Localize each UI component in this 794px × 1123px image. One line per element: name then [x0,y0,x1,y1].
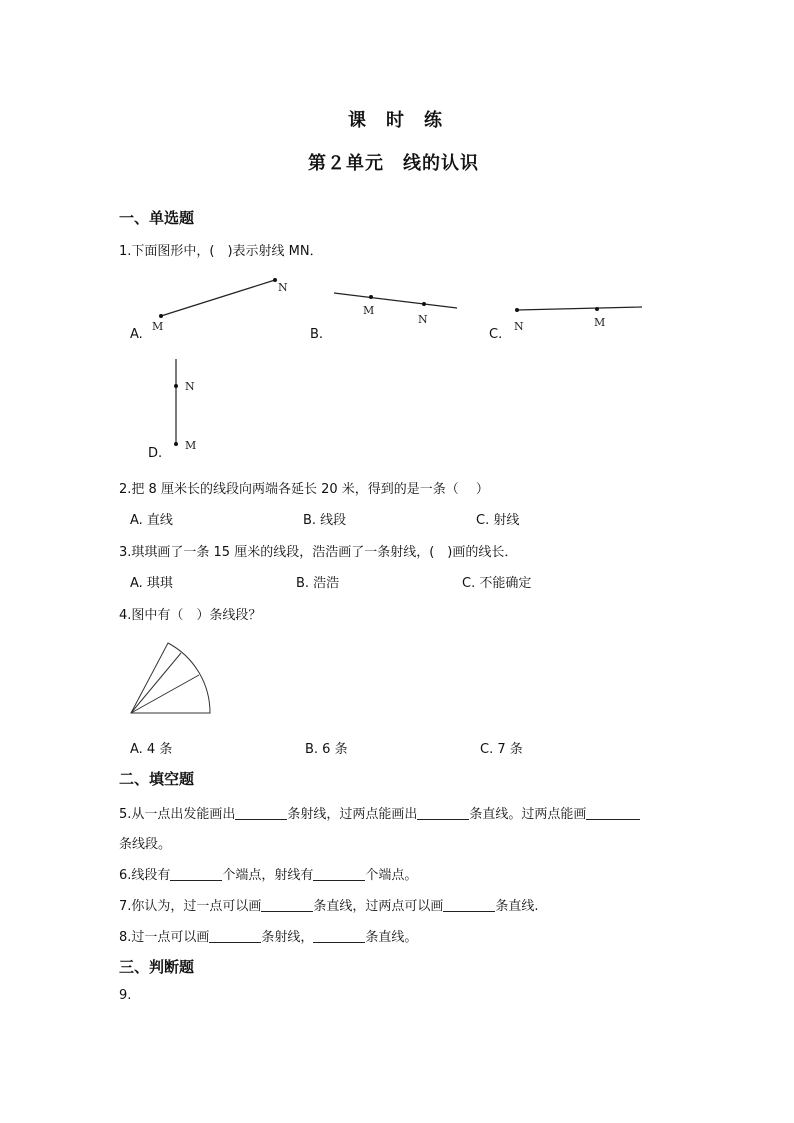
question-9-text: 9. [119,988,132,1003]
section-heading-fill-blank: 二、填空题 [119,770,195,788]
question-6 [119,864,417,883]
page-subtitle: 第２单元 线的认识 [308,153,479,174]
point-m [595,307,599,311]
point-m [174,442,178,446]
q5-part-4: 条线段。 [119,837,172,852]
q1-option-b-label: B. [310,327,324,342]
point-m [159,314,163,318]
q5-blank-2[interactable] [417,805,469,820]
q6-blank-2[interactable] [313,866,365,881]
page-title: 课 时 练 [348,110,443,131]
q7-part-1: 7.你认为，过一点可以画 [119,899,262,914]
q5-blank-1[interactable] [235,805,287,820]
label-n: N [278,281,288,294]
q5-part-3: 条直线。过两点能画 [469,807,587,822]
q4-option-a: A. 4 条 [130,742,173,757]
q7-part-3: 条直线. [495,899,539,914]
q1-option-c-label: C. [489,327,503,342]
q1-figure-b [330,285,465,329]
q7-blank-1[interactable] [261,897,313,912]
sector-radius-1 [131,653,181,713]
q6-blank-1[interactable] [170,866,222,881]
question-8 [119,926,417,945]
q3-option-a: A. 琪琪 [130,576,173,591]
q7-blank-2[interactable] [443,897,495,912]
sector-outline [131,643,210,713]
q1-figure-a [145,272,295,334]
q1-figure-c [510,300,650,336]
question-2-text: 2.把 8 厘米长的线段向两端各延长 20 米，得到的是一条（ ） [119,482,489,497]
label-n: N [185,380,195,393]
label-m: M [594,316,606,329]
q4-option-c: C. 7 条 [480,742,523,757]
q3-option-b: B. 浩浩 [296,576,340,591]
question-3-text: 3.琪琪画了一条 15 厘米的线段，浩浩画了一条射线，( )画的线长． [119,545,518,560]
section-heading-single-choice: 一、单选题 [119,209,195,227]
label-m: M [363,304,375,317]
q1-option-d-label: D. [148,446,163,461]
q8-part-3: 条直线。 [365,930,418,945]
question-1-text: 1.下面图形中，( )表示射线 MN． [119,244,323,259]
q5-blank-3[interactable] [586,805,640,820]
q3-option-c: C. 不能确定 [462,576,532,591]
point-n [515,308,519,312]
q4-option-b: B. 6 条 [305,742,348,757]
q2-option-b: B. 线段 [303,513,347,528]
label-m: M [152,320,164,333]
question-4-text: 4.图中有（ ）条线段？ [119,608,262,623]
q2-option-a: A. 直线 [130,513,173,528]
label-n: N [514,320,524,333]
q7-part-2: 条直线，过两点可以画 [313,899,444,914]
q6-part-3: 个端点。 [365,868,418,883]
label-n: N [418,313,428,326]
label-m: M [185,439,197,452]
q2-option-c: C. 射线 [476,513,520,528]
line-mn [334,293,457,308]
section-heading-true-false: 三、判断题 [119,958,195,976]
point-n [174,384,178,388]
q1-figure-d [165,355,205,455]
q1-option-a-label: A. [130,327,143,342]
point-n [273,278,277,282]
point-m [369,295,373,299]
q8-blank-2[interactable] [313,928,365,943]
q8-part-2: 条射线， [261,930,314,945]
question-5-line-1 [119,803,640,822]
q5-part-2: 条射线，过两点能画出 [287,807,418,822]
ray-line [161,280,275,316]
point-n [422,302,426,306]
q5-part-1: 5.从一点出发能画出 [119,807,236,822]
ray-line [517,307,642,310]
q4-sector-figure [126,636,216,718]
q8-part-1: 8.过一点可以画 [119,930,210,945]
question-7 [119,895,539,914]
q6-part-1: 6.线段有 [119,868,171,883]
q6-part-2: 个端点，射线有 [222,868,314,883]
q8-blank-1[interactable] [209,928,261,943]
